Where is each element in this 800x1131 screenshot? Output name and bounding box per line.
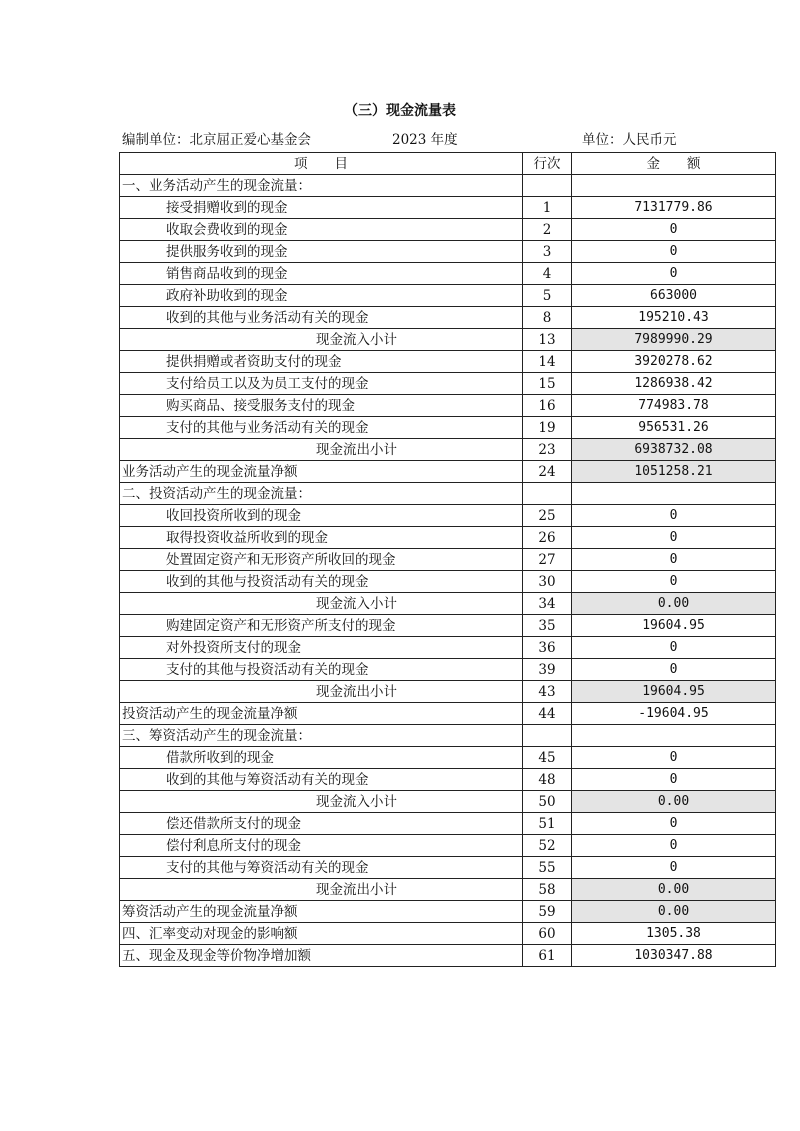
row-number: 59 [523,901,572,923]
row-amount: 7989990.29 [572,329,776,351]
row-item-label: 收到的其他与投资活动有关的现金 [120,571,523,593]
table-row [120,857,776,879]
row-amount [572,483,776,505]
row-amount: 956531.26 [572,417,776,439]
table-row [120,901,776,923]
row-amount: 663000 [572,285,776,307]
row-amount: 1286938.42 [572,373,776,395]
row-amount: 0 [572,505,776,527]
row-number: 3 [523,241,572,263]
row-amount: 1305.38 [572,923,776,945]
row-item-label: 偿付利息所支付的现金 [120,835,523,857]
table-row [120,483,776,505]
table-row [120,615,776,637]
table-row [120,197,776,219]
table-row [120,527,776,549]
row-item-label: 政府补助收到的现金 [120,285,523,307]
row-number: 39 [523,659,572,681]
row-item-label: 现金流出小计 [120,439,523,461]
row-number: 1 [523,197,572,219]
row-number [523,175,572,197]
table-row [120,945,776,967]
statement-title: （三）现金流量表 [344,103,456,119]
row-item-label: 四、汇率变动对现金的影响额 [120,923,523,945]
row-item-label: 提供服务收到的现金 [120,241,523,263]
row-item-label: 一、业务活动产生的现金流量： [120,175,523,197]
row-item-label: 五、现金及现金等价物净增加额 [120,945,523,967]
row-number: 51 [523,813,572,835]
preparing-unit: 编制单位：北京屈正爱心基金会 [122,132,311,148]
table-row [120,263,776,285]
row-number: 50 [523,791,572,813]
row-item-label: 收取会费收到的现金 [120,219,523,241]
row-number: 4 [523,263,572,285]
table-row [120,703,776,725]
table-row [120,593,776,615]
row-amount: 3920278.62 [572,351,776,373]
table-row [120,637,776,659]
table-row [120,219,776,241]
row-item-label: 提供捐赠或者资助支付的现金 [120,351,523,373]
header-item: 项 目 [120,153,523,175]
row-number: 27 [523,549,572,571]
table-row [120,461,776,483]
row-number: 23 [523,439,572,461]
row-number: 24 [523,461,572,483]
row-item-label: 现金流出小计 [120,681,523,703]
row-item-label: 收回投资所收到的现金 [120,505,523,527]
row-item-label: 销售商品收到的现金 [120,263,523,285]
row-item-label: 业务活动产生的现金流量净额 [120,461,523,483]
row-number: 58 [523,879,572,901]
row-amount: 19604.95 [572,681,776,703]
table-row [120,923,776,945]
table-row [120,769,776,791]
row-amount: 0 [572,527,776,549]
row-amount: 0 [572,857,776,879]
table-row [120,395,776,417]
row-item-label: 二、投资活动产生的现金流量： [120,483,523,505]
row-amount [572,725,776,747]
row-item-label: 收到的其他与业务活动有关的现金 [120,307,523,329]
row-number: 36 [523,637,572,659]
row-item-label: 现金流入小计 [120,329,523,351]
row-item-label: 购买商品、接受服务支付的现金 [120,395,523,417]
row-amount: 6938732.08 [572,439,776,461]
row-number: 26 [523,527,572,549]
row-number: 8 [523,307,572,329]
currency-unit: 单位：人民币元 [582,132,677,148]
table-row [120,373,776,395]
row-number [523,725,572,747]
cash-flow-table [119,152,776,967]
table-row [120,571,776,593]
table-row [120,725,776,747]
row-amount: 0 [572,747,776,769]
table-row [120,813,776,835]
row-amount: 0 [572,549,776,571]
row-amount: 0 [572,219,776,241]
row-number: 35 [523,615,572,637]
row-amount: 0 [572,835,776,857]
row-number: 13 [523,329,572,351]
row-item-label: 筹资活动产生的现金流量净额 [120,901,523,923]
row-amount: 0 [572,571,776,593]
table-row [120,285,776,307]
table-row [120,307,776,329]
row-item-label: 支付的其他与投资活动有关的现金 [120,659,523,681]
row-item-label: 投资活动产生的现金流量净额 [120,703,523,725]
fiscal-year: 2023 年度 [392,132,458,148]
row-item-label: 处置固定资产和无形资产所收回的现金 [120,549,523,571]
row-amount: 0 [572,813,776,835]
row-number: 16 [523,395,572,417]
table-row [120,505,776,527]
row-number: 25 [523,505,572,527]
row-amount: 0 [572,769,776,791]
row-number: 5 [523,285,572,307]
row-item-label: 现金流出小计 [120,879,523,901]
row-number: 30 [523,571,572,593]
row-item-label: 现金流入小计 [120,593,523,615]
row-number: 44 [523,703,572,725]
row-amount: 19604.95 [572,615,776,637]
row-item-label: 接受捐赠收到的现金 [120,197,523,219]
table-row [120,681,776,703]
row-amount: 0 [572,263,776,285]
table-row [120,241,776,263]
table-row [120,175,776,197]
table-row [120,747,776,769]
row-amount: 774983.78 [572,395,776,417]
row-item-label: 现金流入小计 [120,791,523,813]
row-amount: 7131779.86 [572,197,776,219]
row-number: 55 [523,857,572,879]
table-row [120,351,776,373]
row-amount [572,175,776,197]
row-amount: 0.00 [572,879,776,901]
table-row [120,329,776,351]
row-number: 61 [523,945,572,967]
table-row [120,417,776,439]
row-number: 43 [523,681,572,703]
row-amount: -19604.95 [572,703,776,725]
row-amount: 0 [572,637,776,659]
table-row [120,549,776,571]
row-number: 45 [523,747,572,769]
table-row [120,659,776,681]
row-item-label: 收到的其他与筹资活动有关的现金 [120,769,523,791]
row-item-label: 支付给员工以及为员工支付的现金 [120,373,523,395]
header-row-number: 行次 [523,153,572,175]
row-amount: 0.00 [572,901,776,923]
row-amount: 0.00 [572,791,776,813]
row-number: 15 [523,373,572,395]
header-amount: 金 额 [572,153,776,175]
table-row [120,439,776,461]
row-number: 14 [523,351,572,373]
row-amount: 1030347.88 [572,945,776,967]
row-number: 52 [523,835,572,857]
table-row [120,879,776,901]
row-number [523,483,572,505]
row-number: 48 [523,769,572,791]
row-item-label: 支付的其他与业务活动有关的现金 [120,417,523,439]
row-item-label: 支付的其他与筹资活动有关的现金 [120,857,523,879]
row-number: 34 [523,593,572,615]
row-amount: 0 [572,241,776,263]
row-item-label: 三、筹资活动产生的现金流量： [120,725,523,747]
row-item-label: 购建固定资产和无形资产所支付的现金 [120,615,523,637]
row-number: 19 [523,417,572,439]
row-item-label: 偿还借款所支付的现金 [120,813,523,835]
row-item-label: 借款所收到的现金 [120,747,523,769]
row-amount: 0.00 [572,593,776,615]
row-number: 60 [523,923,572,945]
row-amount: 1051258.21 [572,461,776,483]
row-number: 2 [523,219,572,241]
row-item-label: 对外投资所支付的现金 [120,637,523,659]
row-item-label: 取得投资收益所收到的现金 [120,527,523,549]
table-header-row [120,153,776,175]
table-row [120,835,776,857]
row-amount: 195210.43 [572,307,776,329]
table-row [120,791,776,813]
row-amount: 0 [572,659,776,681]
